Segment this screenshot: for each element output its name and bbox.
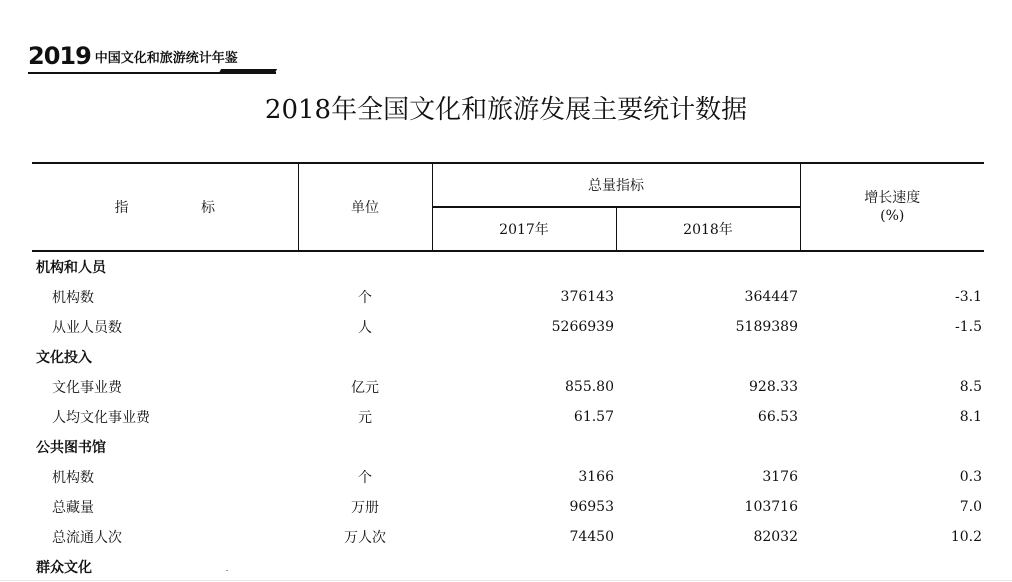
row-name: 机构数 [52,470,94,486]
table-row [32,462,984,492]
row-name: 总藏量 [52,500,94,516]
row-growth: 10.2 [950,529,982,545]
table-row [32,522,984,552]
row-value-2018: 82032 [753,529,798,545]
table-row [32,312,984,342]
header-unit: 单位 [298,163,432,251]
row-value-2018: 364447 [744,289,798,305]
section-title: 文化投入 [36,350,92,366]
row-value-2017: 74450 [569,529,614,545]
row-unit: 亿元 [351,380,379,396]
row-unit: 人 [358,320,372,336]
row-value-2017: 376143 [560,289,614,305]
header-2018: 2018年 [616,207,800,251]
row-growth: 8.1 [959,409,982,425]
header-indicator: 指 标 [32,163,298,251]
row-growth: 7.0 [959,499,982,515]
section-row [32,251,984,282]
header-total: 总量指标 [432,163,800,207]
logo-underline-accent [219,69,277,73]
header-2017: 2017年 [432,207,616,251]
row-value-2017: 3166 [578,469,614,485]
row-name: 文化事业费 [52,380,122,396]
row-growth: -1.5 [955,319,982,335]
row-value-2017: 855.80 [565,379,614,395]
section-title: 机构和人员 [36,260,106,276]
header-growth-label: 增长速度 [864,190,921,206]
yearbook-logo [28,44,238,68]
row-value-2017: 5266939 [551,319,614,335]
row-growth: -3.1 [955,289,982,305]
table-row [32,372,984,402]
yearbook-year: 2019 [28,42,91,70]
header-growth-unit: (%) [880,208,905,224]
header-growth [800,163,984,251]
row-value-2018: 5189389 [735,319,798,335]
row-unit: 万册 [351,500,379,516]
row-value-2018: 103716 [744,499,798,515]
row-name: 从业人员数 [52,320,122,336]
page-bottom-edge [0,580,1012,581]
row-value-2017: 96953 [569,499,614,515]
row-value-2018: 3176 [762,469,798,485]
row-name: 总流通人次 [52,530,122,546]
row-value-2018: 66.53 [757,409,798,425]
table-row [32,492,984,522]
row-value-2018: 928.33 [749,379,798,395]
table-body [32,251,984,582]
table-row [32,282,984,312]
row-growth: 8.5 [959,379,982,395]
row-unit: 元 [358,410,372,426]
row-unit: 万人次 [344,530,386,546]
section-row [32,342,984,372]
row-name: 机构数 [52,290,94,306]
row-unit: 个 [358,470,372,486]
scan-dot [226,570,228,571]
row-unit: 个 [358,290,372,306]
section-title: 公共图书馆 [36,440,106,456]
section-row [32,552,984,582]
section-row [32,432,984,462]
page-title: 2018年全国文化和旅游发展主要统计数据 [264,95,748,125]
section-title: 群众文化 [36,560,92,576]
row-value-2017: 61.57 [573,409,614,425]
row-name: 人均文化事业费 [52,410,150,426]
table-header [32,163,984,251]
table-row [32,402,984,432]
statistics-table [32,162,984,582]
row-growth: 0.3 [959,469,982,485]
yearbook-title: 中国文化和旅游统计年鉴 [94,51,238,66]
